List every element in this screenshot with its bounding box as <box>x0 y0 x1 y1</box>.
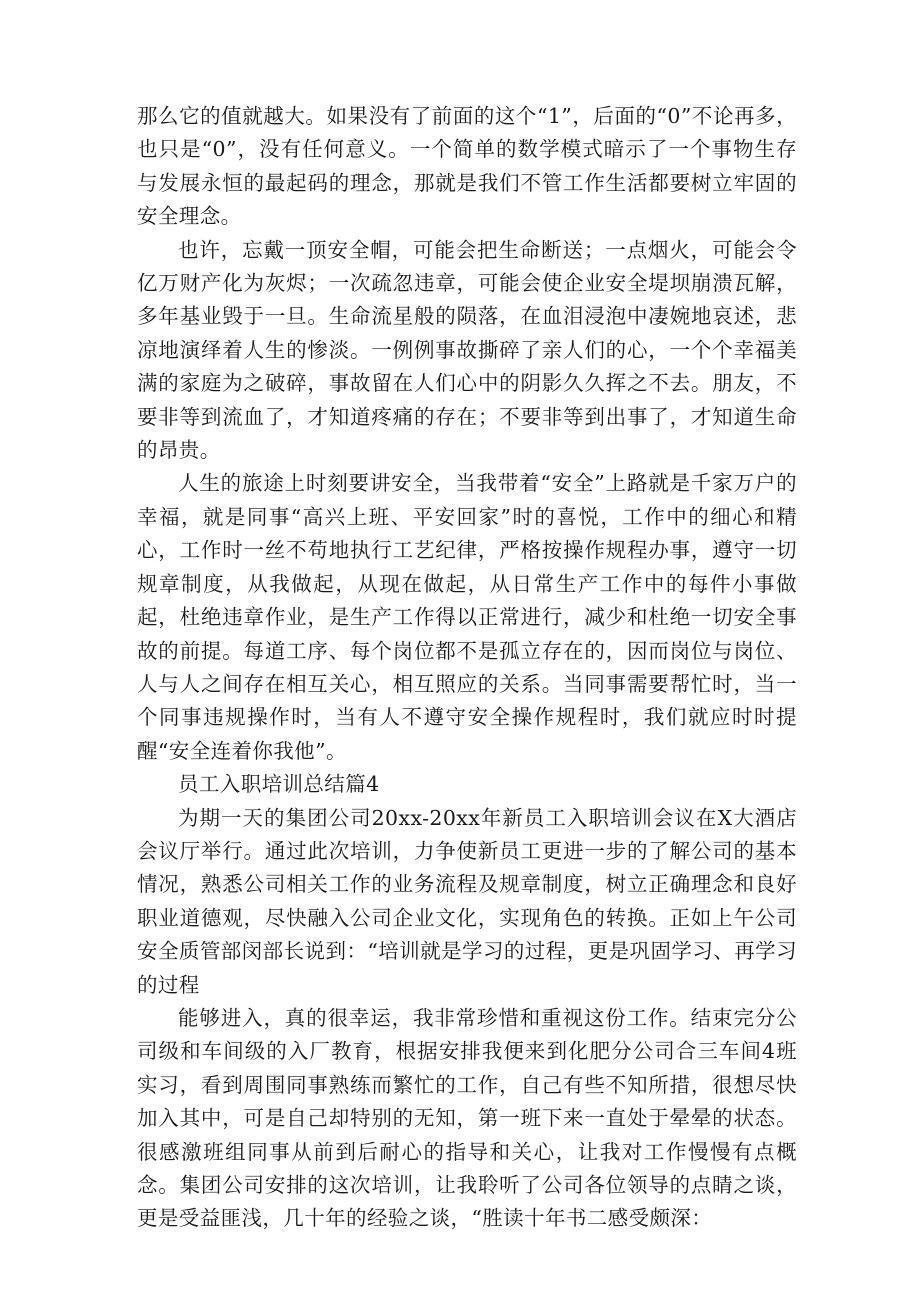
paragraph-safety-journey: 人生的旅途上时刻要讲安全，当我带着“安全”上路就是千家万户的幸福，就是同事“高兴上班、平安回家”时的喜悦，工作中的细心和精心，工作时一丝不苟地执行工艺纪律，严格按操作规程办事，遵守一切规章制度，从我做起，从现在做起，从日常生产工作中的每件小事做起，杜绝违章作业，是生产工作得以正常进行，减少和杜绝一切安全事故的前提。每道工序、每个岗位都不是孤立存在的，因而岗位与岗位、人与人之间存在相互关心，相互照应的关系。当同事需要帮忙时，当一个同事违规操作时，当有人不遵守安全操作规程时，我们就应时时提醒“安全连着你我他”。 <box>137 471 797 763</box>
paragraph-safety-risks: 也许，忘戴一顶安全帽，可能会把生命断送；一点烟火，可能会令亿万财产化为灰烬；一次疏忽违章，可能会使企业安全堤坝崩溃瓦解，多年基业毁于一旦。生命流星般的陨落，在血泪浸泡中凄婉地哀述，悲凉地演绎着人生的惨淡。一例例事故撕碎了亲人们的心，一个个幸福美满的家庭为之破碎，事故留在人们心中的阴影久久挥之不去。朋友，不要非等到流血了，才知道疼痛的存在；不要非等到出事了，才知道生命的昂贵。 <box>137 237 797 463</box>
paragraph-training-meeting: 为期一天的集团公司20xx-20xx年新员工入职培训会议在X大酒店会议厅举行。通过此次培训，力争使新员工更进一步的了解公司的基本情况，熟悉公司相关工作的业务流程及规章制度，树立正确理念和良好职业道德观，尽快融入公司企业文化，实现角色的转换。正如上午公司安全质管部闵部长说到：“培训就是学习的过程，更是巩固学习、再学习的过程 <box>137 805 797 997</box>
section-heading: 员工入职培训总结篇4 <box>178 772 380 797</box>
paragraph-continuation: 那么它的值就越大。如果没有了前面的这个“1”，后面的“0”不论再多，也只是“0”，没有任何意义。一个简单的数学模式暗示了一个事物生存与发展永恒的最起码的理念，那就是我们不管工作生活都要树立牢固的安全理念。 <box>137 104 797 229</box>
paragraph-personal-experience: 能够进入，真的很幸运，我非常珍惜和重视这份工作。结束完分公司级和车间级的入厂教育，根据安排我便来到化肥分公司合三车间4班实习，看到周围同事熟练而繁忙的工作，自己有些不知所措，很想尽快加入其中，可是自己却特别的无知，第一班下来一直处于晕晕的状态。很感激班组同事从前到后耐心的指导和关心，让我对工作慢慢有点概念。集团公司安排的这次培训，让我聆听了公司各位领导的点睛之谈，更是受益匪浅，几十年的经验之谈，“胜读十年书二感受颇深： <box>137 1005 797 1231</box>
document-body <box>137 100 797 1236</box>
